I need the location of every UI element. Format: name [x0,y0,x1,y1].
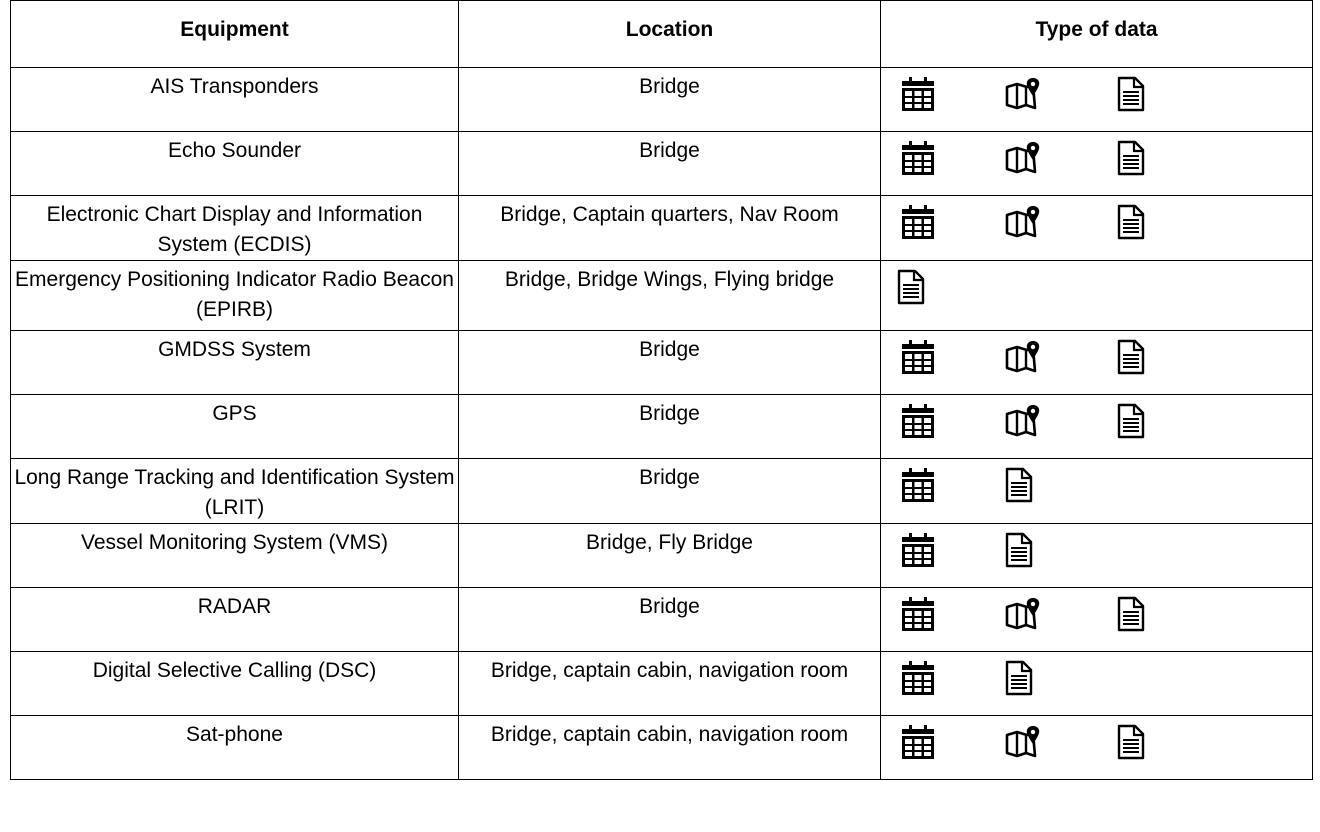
map-pin-icon [1005,76,1043,112]
calendar-icon [901,140,935,176]
calendar-icon [901,724,935,760]
location-cell: Bridge [459,395,881,459]
location-cell: Bridge [459,68,881,132]
document-icon [1117,140,1145,176]
table-row [11,524,1313,588]
calendar-icon [901,660,935,696]
location-cell: Bridge, Bridge Wings, Flying bridge [459,261,881,331]
location-cell: Bridge, captain cabin, navigation room [459,716,881,780]
type-of-data-cell [881,261,1313,331]
table-row [11,196,1313,261]
table-row [11,261,1313,331]
document-icon [1117,339,1145,375]
calendar-icon [901,403,935,439]
type-of-data-cell [881,716,1313,780]
table-row [11,588,1313,652]
equipment-cell: GMDSS System [11,331,459,395]
header-type-of-data: Type of data [881,1,1313,68]
location-cell: Bridge [459,588,881,652]
equipment-table [10,0,1313,780]
document-icon [1117,403,1145,439]
calendar-icon [901,532,935,568]
table-row [11,716,1313,780]
document-icon [1117,76,1145,112]
table-header-row [11,1,1313,68]
equipment-cell: Electronic Chart Display and Information System (ECDIS) [11,196,459,261]
map-pin-icon [1005,339,1043,375]
type-of-data-cell [881,68,1313,132]
equipment-cell: Sat-phone [11,716,459,780]
map-pin-icon [1005,204,1043,240]
type-of-data-cell [881,588,1313,652]
location-cell: Bridge [459,331,881,395]
type-of-data-cell [881,652,1313,716]
table-row [11,459,1313,524]
calendar-icon [901,339,935,375]
map-pin-icon [1005,724,1043,760]
map-pin-icon [1005,140,1043,176]
document-icon [1117,204,1145,240]
type-of-data-cell [881,524,1313,588]
equipment-cell: Digital Selective Calling (DSC) [11,652,459,716]
document-icon [1005,660,1033,696]
document-icon [1005,467,1033,503]
type-of-data-cell [881,196,1313,261]
equipment-cell: Echo Sounder [11,132,459,196]
map-pin-icon [1005,403,1043,439]
location-cell: Bridge, Captain quarters, Nav Room [459,196,881,261]
document-icon [1117,724,1145,760]
type-of-data-cell [881,331,1313,395]
equipment-cell: RADAR [11,588,459,652]
calendar-icon [901,467,935,503]
type-of-data-cell [881,395,1313,459]
table-row [11,132,1313,196]
location-cell: Bridge [459,459,881,524]
equipment-cell: AIS Transponders [11,68,459,132]
header-location: Location [459,1,881,68]
document-icon [1117,596,1145,632]
type-of-data-cell [881,459,1313,524]
document-icon [897,269,925,305]
equipment-cell: Long Range Tracking and Identification System (LRIT) [11,459,459,524]
map-pin-icon [1005,596,1043,632]
table-row [11,395,1313,459]
calendar-icon [901,204,935,240]
location-cell: Bridge, Fly Bridge [459,524,881,588]
table-row [11,652,1313,716]
header-equipment: Equipment [11,1,459,68]
location-cell: Bridge [459,132,881,196]
equipment-cell: Vessel Monitoring System (VMS) [11,524,459,588]
equipment-cell: Emergency Positioning Indicator Radio Beacon (EPIRB) [11,261,459,331]
type-of-data-cell [881,132,1313,196]
equipment-cell: GPS [11,395,459,459]
calendar-icon [901,596,935,632]
calendar-icon [901,76,935,112]
document-icon [1005,532,1033,568]
table-row [11,331,1313,395]
table-row [11,68,1313,132]
location-cell: Bridge, captain cabin, navigation room [459,652,881,716]
